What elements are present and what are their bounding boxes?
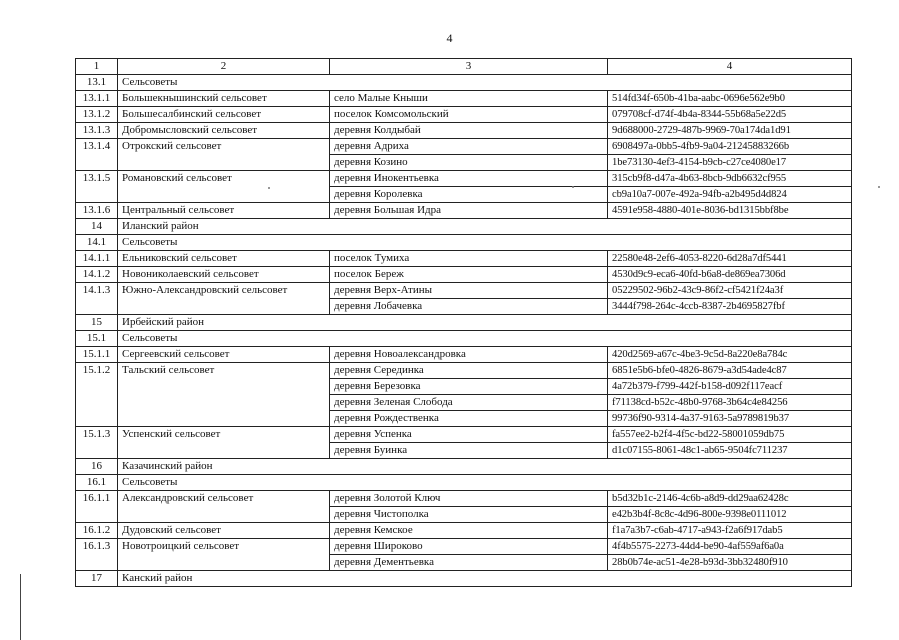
section-title: Казачинский район xyxy=(118,459,852,475)
settlement-name: деревня Большая Идра xyxy=(330,203,608,219)
row-number: 14.1.1 xyxy=(76,251,118,267)
table-row xyxy=(76,347,852,363)
table-row xyxy=(76,171,852,187)
fias-code: f71138cd-b52c-48b0-9768-3b64c4e84256 xyxy=(608,395,852,411)
row-number xyxy=(76,443,118,459)
fias-code: 1be73130-4ef3-4154-b9cb-c27ce4080e17 xyxy=(608,155,852,171)
settlement-name: деревня Березовка xyxy=(330,379,608,395)
settlement-name: деревня Чистополка xyxy=(330,507,608,523)
row-number xyxy=(76,155,118,171)
fias-code: 05229502-96b2-43c9-86f2-cf5421f24a3f xyxy=(608,283,852,299)
settlement-name: деревня Лобачевка xyxy=(330,299,608,315)
table-row xyxy=(76,539,852,555)
municipality-name xyxy=(118,555,330,571)
municipality-name: Тальский сельсовет xyxy=(118,363,330,379)
settlement-name: деревня Колдыбай xyxy=(330,123,608,139)
scan-speck xyxy=(878,186,880,188)
section-title: Сельсоветы xyxy=(118,235,852,251)
table-body xyxy=(76,75,852,587)
settlement-name: деревня Успенка xyxy=(330,427,608,443)
section-row xyxy=(76,475,852,491)
municipality-name xyxy=(118,411,330,427)
row-number xyxy=(76,395,118,411)
continuation-row xyxy=(76,507,852,523)
settlement-name: деревня Рождественка xyxy=(330,411,608,427)
municipality-name xyxy=(118,187,330,203)
row-number: 16.1 xyxy=(76,475,118,491)
municipality-name: Большесалбинский сельсовет xyxy=(118,107,330,123)
municipality-name: Новотроицкий сельсовет xyxy=(118,539,330,555)
settlement-name: деревня Серединка xyxy=(330,363,608,379)
municipality-name: Отрокский сельсовет xyxy=(118,139,330,155)
settlement-name: деревня Кемское xyxy=(330,523,608,539)
fias-code: 22580e48-2ef6-4053-8220-6d28a7df5441 xyxy=(608,251,852,267)
fias-code: fa557ee2-b2f4-4f5c-bd22-58001059db75 xyxy=(608,427,852,443)
section-row xyxy=(76,235,852,251)
fias-code: e42b3b4f-8c8c-4d96-800e-9398e0111012 xyxy=(608,507,852,523)
table-row xyxy=(76,427,852,443)
row-number: 13.1.3 xyxy=(76,123,118,139)
row-number: 13.1.6 xyxy=(76,203,118,219)
settlement-name: деревня Дементьевка xyxy=(330,555,608,571)
continuation-row xyxy=(76,379,852,395)
table-row xyxy=(76,363,852,379)
fias-code: 4530d9c9-eca6-40fd-b6a8-de869ea7306d xyxy=(608,267,852,283)
settlement-name: село Малые Кныши xyxy=(330,91,608,107)
row-number: 16.1.1 xyxy=(76,491,118,507)
table-row xyxy=(76,123,852,139)
municipality-name: Александровский сельсовет xyxy=(118,491,330,507)
table-row xyxy=(76,203,852,219)
row-number xyxy=(76,379,118,395)
row-number: 14.1.2 xyxy=(76,267,118,283)
settlement-name: деревня Верх-Атины xyxy=(330,283,608,299)
settlement-name: поселок Береж xyxy=(330,267,608,283)
scan-speck xyxy=(268,187,270,189)
municipality-name xyxy=(118,395,330,411)
municipality-name: Добромысловский сельсовет xyxy=(118,123,330,139)
settlement-name: деревня Адриха xyxy=(330,139,608,155)
section-title: Иланский район xyxy=(118,219,852,235)
fias-code: 3444f798-264c-4ccb-8387-2b4695827fbf xyxy=(608,299,852,315)
fias-code: 514fd34f-650b-41ba-aabc-0696e562e9b0 xyxy=(608,91,852,107)
continuation-row xyxy=(76,411,852,427)
fias-code: f1a7a3b7-c6ab-4717-a943-f2a6f917dab5 xyxy=(608,523,852,539)
fias-code: 315cb9f8-d47a-4b63-8bcb-9db6632cf955 xyxy=(608,171,852,187)
table-row xyxy=(76,523,852,539)
fias-code: d1c07155-8061-48c1-ab65-9504fc711237 xyxy=(608,443,852,459)
header-col-1: 1 xyxy=(76,59,118,75)
header-col-2: 2 xyxy=(118,59,330,75)
row-number: 15 xyxy=(76,315,118,331)
table-row xyxy=(76,267,852,283)
municipality-name: Ельниковский сельсовет xyxy=(118,251,330,267)
fias-code: 4a72b379-f799-442f-b158-d092f117eacf xyxy=(608,379,852,395)
section-title: Сельсоветы xyxy=(118,475,852,491)
municipality-name: Успенский сельсовет xyxy=(118,427,330,443)
header-col-4: 4 xyxy=(608,59,852,75)
section-row xyxy=(76,219,852,235)
table-row xyxy=(76,491,852,507)
fias-code: 9d688000-2729-487b-9969-70a174da1d91 xyxy=(608,123,852,139)
section-row xyxy=(76,75,852,91)
row-number: 14 xyxy=(76,219,118,235)
municipality-name xyxy=(118,443,330,459)
settlement-name: поселок Тумиха xyxy=(330,251,608,267)
municipality-name: Дудовский сельсовет xyxy=(118,523,330,539)
row-number: 15.1.3 xyxy=(76,427,118,443)
page-number: 4 xyxy=(446,31,453,45)
table-header-row xyxy=(76,59,852,75)
row-number: 14.1 xyxy=(76,235,118,251)
fias-code: b5d32b1c-2146-4c6b-a8d9-dd29aa62428c xyxy=(608,491,852,507)
section-row xyxy=(76,459,852,475)
settlement-name: деревня Королевка xyxy=(330,187,608,203)
municipality-name: Новониколаевский сельсовет xyxy=(118,267,330,283)
fias-code: 28b0b74e-ac51-4e28-b93d-3bb32480f910 xyxy=(608,555,852,571)
settlement-name: деревня Широково xyxy=(330,539,608,555)
settlements-table xyxy=(75,58,852,587)
header-col-3: 3 xyxy=(330,59,608,75)
scan-margin-line xyxy=(20,574,21,640)
settlement-name: деревня Новоалександровка xyxy=(330,347,608,363)
continuation-row xyxy=(76,443,852,459)
fias-code: 6908497a-0bb5-4fb9-9a04-21245883266b xyxy=(608,139,852,155)
continuation-row xyxy=(76,299,852,315)
fias-code: 079708cf-d74f-4b4a-8344-55b68a5e22d5 xyxy=(608,107,852,123)
row-number: 14.1.3 xyxy=(76,283,118,299)
municipality-name: Большекнышинский сельсовет xyxy=(118,91,330,107)
municipality-name xyxy=(118,299,330,315)
row-number xyxy=(76,555,118,571)
fias-code: cb9a10a7-007e-492a-94fb-a2b495d4d824 xyxy=(608,187,852,203)
settlement-name: деревня Козино xyxy=(330,155,608,171)
row-number: 13.1 xyxy=(76,75,118,91)
fias-code: 99736f90-9314-4a37-9163-5a9789819b37 xyxy=(608,411,852,427)
row-number: 15.1.2 xyxy=(76,363,118,379)
settlement-name: деревня Золотой Ключ xyxy=(330,491,608,507)
continuation-row xyxy=(76,187,852,203)
municipality-name: Центральный сельсовет xyxy=(118,203,330,219)
row-number: 16.1.2 xyxy=(76,523,118,539)
row-number xyxy=(76,507,118,523)
row-number: 15.1.1 xyxy=(76,347,118,363)
scan-speck xyxy=(572,186,574,188)
fias-code: 6851e5b6-bfe0-4826-8679-a3d54ade4c87 xyxy=(608,363,852,379)
settlement-name: деревня Буинка xyxy=(330,443,608,459)
table-row xyxy=(76,139,852,155)
row-number: 13.1.4 xyxy=(76,139,118,155)
municipality-name: Южно-Александровский сельсовет xyxy=(118,283,330,299)
row-number: 13.1.5 xyxy=(76,171,118,187)
table-row xyxy=(76,283,852,299)
municipality-name xyxy=(118,155,330,171)
section-row xyxy=(76,571,852,587)
row-number xyxy=(76,411,118,427)
row-number: 13.1.2 xyxy=(76,107,118,123)
row-number xyxy=(76,299,118,315)
settlement-name: деревня Зеленая Слобода xyxy=(330,395,608,411)
municipality-name xyxy=(118,507,330,523)
table-row xyxy=(76,251,852,267)
section-title: Сельсоветы xyxy=(118,75,852,91)
continuation-row xyxy=(76,155,852,171)
section-title: Ирбейский район xyxy=(118,315,852,331)
row-number: 15.1 xyxy=(76,331,118,347)
row-number xyxy=(76,187,118,203)
section-title: Канский район xyxy=(118,571,852,587)
fias-code: 4591e958-4880-401e-8036-bd1315bbf8be xyxy=(608,203,852,219)
table-row xyxy=(76,91,852,107)
settlement-name: поселок Комсомольский xyxy=(330,107,608,123)
row-number: 13.1.1 xyxy=(76,91,118,107)
fias-code: 420d2569-a67c-4be3-9c5d-8a220e8a784c xyxy=(608,347,852,363)
municipality-name: Романовский сельсовет xyxy=(118,171,330,187)
continuation-row xyxy=(76,395,852,411)
fias-code: 4f4b5575-2273-44d4-be90-4af559af6a0a xyxy=(608,539,852,555)
settlement-name: деревня Инокентьевка xyxy=(330,171,608,187)
table-row xyxy=(76,107,852,123)
section-row xyxy=(76,331,852,347)
section-row xyxy=(76,315,852,331)
row-number: 16.1.3 xyxy=(76,539,118,555)
municipality-name xyxy=(118,379,330,395)
row-number: 17 xyxy=(76,571,118,587)
continuation-row xyxy=(76,555,852,571)
section-title: Сельсоветы xyxy=(118,331,852,347)
row-number: 16 xyxy=(76,459,118,475)
municipality-name: Сергеевский сельсовет xyxy=(118,347,330,363)
